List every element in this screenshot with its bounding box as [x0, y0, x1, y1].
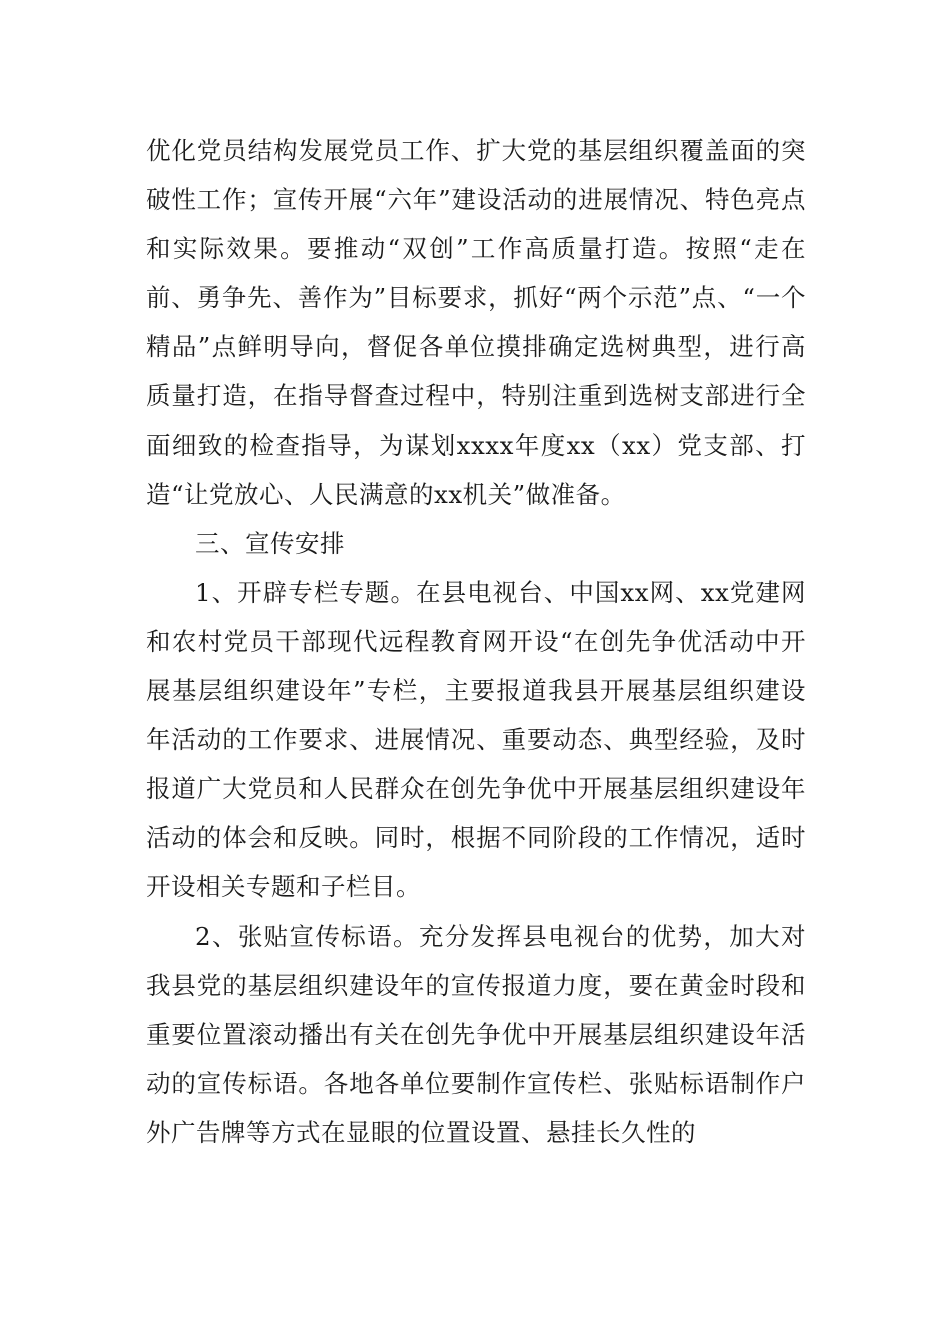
document-body: [146, 126, 806, 1157]
body-paragraph: 2、张贴宣传标语。充分发挥县电视台的优势，加大对我县党的基层组织建设年的宣传报道力度，要在黄金时段和重要位置滚动播出有关在创先争优中开展基层组织建设年活动的宣传标语。各地各单位要制作宣传栏、张贴标语制作户外广告牌等方式在显眼的位置设置、悬挂长久性的: [146, 921, 806, 1147]
body-paragraph: 1、开辟专栏专题。在县电视台、中国xx网、xx党建网和农村党员干部现代远程教育网开设“在创先争优活动中开展基层组织建设年”专栏，主要报道我县开展基层组织建设年活动的工作要求、进展情况、重要动态、典型经验，及时报道广大党员和人民群众在创先争优中开展基层组织建设年活动的体会和反映。同时，根据不同阶段的工作情况，适时开设相关专题和子栏目。: [146, 577, 806, 902]
body-paragraph: 优化党员结构发展党员工作、扩大党的基层组织覆盖面的突破性工作；宣传开展“六年”建设活动的进展情况、特色亮点和实际效果。要推动“双创”工作高质量打造。按照“走在前、勇争先、善作为”目标要求，抓好“两个示范”点、“一个精品”点鲜明导向，督促各单位摸排确定选树典型，进行高质量打造，在指导督查过程中，特别注重到选树支部进行全面细致的检查指导，为谋划xxxx年度xx（xx）党支部、打造“让党放心、人民满意的xx机关”做准备。: [146, 136, 806, 509]
section-heading: 三、宣传安排: [195, 528, 345, 558]
